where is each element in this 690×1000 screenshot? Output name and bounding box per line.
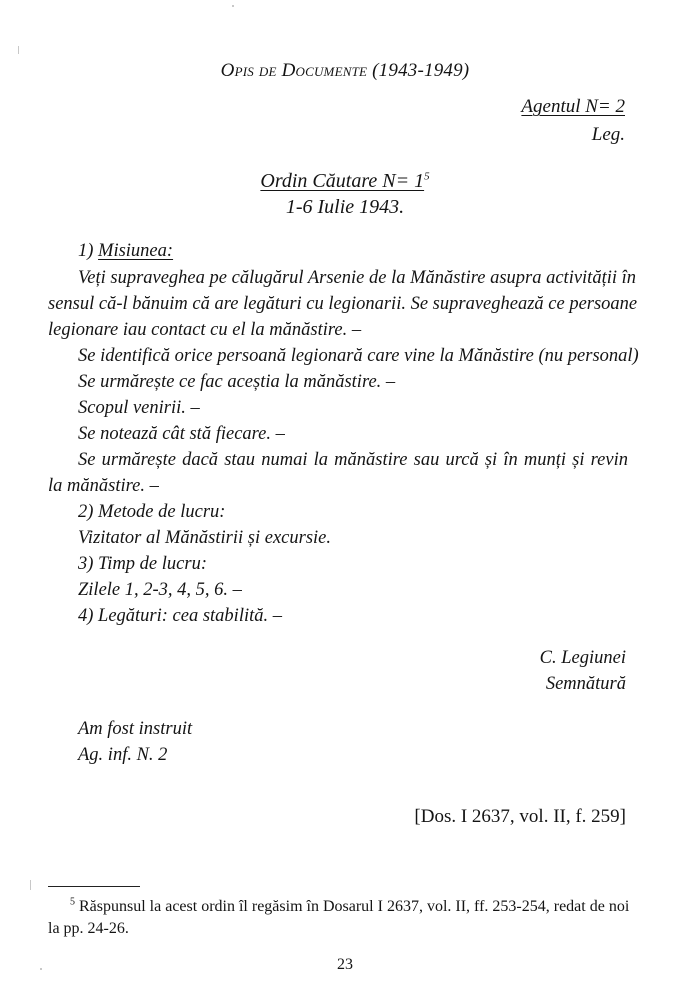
mission-line-2: sensul că-l bănuim că are legături cu legionarii. Se supraveghează ce persoane (48, 294, 638, 314)
issuer-label: C. Legiunei (539, 648, 626, 668)
acknowledgement-line-1: Am fost instruit (78, 719, 193, 739)
page-number: 23 (337, 956, 353, 973)
methods-heading: 2) Metode de lucru: (78, 502, 226, 522)
order-title (0, 170, 690, 193)
scan-speck (18, 46, 19, 54)
purpose-line: Scopul venirii. – (78, 398, 200, 418)
agent-affiliation: Leg. (591, 124, 625, 145)
mission-line-1: Veți supraveghea pe călugărul Arsenie de la Mănăstire asupra activității în (78, 268, 637, 288)
scan-speck (232, 5, 234, 7)
mission-line-3: legionare iau contact cu el la mănăstire. – (48, 320, 362, 340)
footnote-marker: 5 (70, 896, 75, 908)
time-heading: 3) Timp de lucru: (78, 554, 207, 574)
footnote-divider (48, 886, 140, 887)
mountains-line-2: la mănăstire. – (48, 476, 159, 496)
duration-line: Se notează cât stă fiecare. – (78, 424, 285, 444)
mission-heading-text: Misiunea: (98, 241, 174, 261)
footnote-reference: 5 (424, 170, 430, 183)
mountains-line-1: Se urmărește dacă stau numai la mănăstire sau urcă și în munți și revin (78, 450, 628, 470)
scan-speck (30, 880, 31, 890)
agent-number: Agentul N= 2 (521, 96, 625, 117)
time-text: Zilele 1, 2-3, 4, 5, 6. – (78, 580, 242, 600)
mission-heading (78, 238, 173, 264)
signature-label: Semnătură (545, 674, 626, 694)
footnote-text: Răspunsul la acest ordin îl regăsim în Dosarul I 2637, vol. II, ff. 253-254, redat de noi la pp. 24-26. (48, 898, 630, 937)
archive-citation: [Dos. I 2637, vol. II, f. 259] (414, 806, 626, 827)
connections-line: 4) Legături: cea stabilită. – (78, 606, 282, 626)
mission-number: 1) (78, 241, 94, 261)
acknowledgement-line-2: Ag. inf. N. 2 (78, 745, 168, 765)
order-title-text: Ordin Căutare N= 1 (260, 170, 425, 192)
running-header (0, 60, 690, 82)
order-date: 1-6 Iulie 1943. (285, 196, 405, 218)
header-title: Opis de Documente (220, 60, 368, 81)
methods-text: Vizitator al Mănăstirii și excursie. (78, 528, 331, 548)
footnote (48, 896, 638, 940)
scan-speck (40, 968, 42, 970)
follow-line: Se urmărește ce fac aceștia la mănăstire. – (78, 372, 396, 392)
header-years: (1943-1949) (372, 60, 470, 81)
identify-line: Se identifică orice persoană legionară care vine la Mănăstire (nu personal) (78, 346, 639, 366)
